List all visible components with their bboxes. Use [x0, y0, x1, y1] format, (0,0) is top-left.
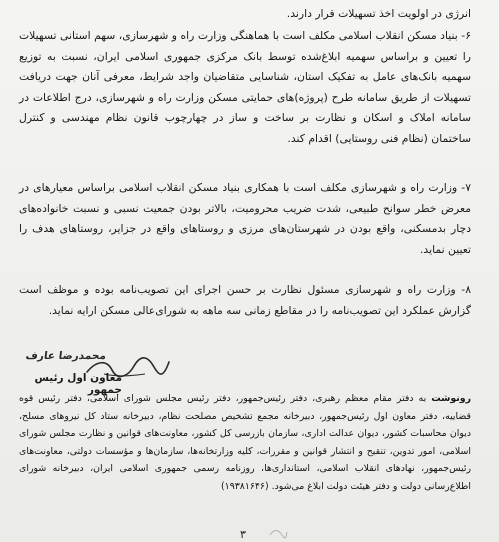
- clause-6: ۶- بنیاد مسکن انقلاب اسلامی مکلف است با هماهنگی وزارت راه و شهرسازی، سهم استانی تسهیلات را تعیین و براساس سهمیه ابلاغ‌شده توسط بانک مرکزی جمهوری اسلامی ایران، نسبت به توزیع سهمیه بانک‌های عامل به تفکیک استان، شناسایی متقاضیان واجد شرایط، معرفی آنان جهت دریافت تسهیلات از طریق سامانه طرح (پروژه)های حمایتی مسکن وزارت راه و شهرسازی، درج اطلاعات در سامانه املاک و اسکان و نظارت بر ساخت و ساز در چهارچوب قانون نظام مهندسی و کنترل ساختمان (نظام فنی روستایی) اقدام کند.: [19, 29, 471, 145]
- page-number: ۳: [240, 528, 246, 541]
- intro-line: انرژی در اولویت اخذ تسهیلات قرار دارند.: [286, 7, 471, 20]
- stamp-mark: [268, 525, 288, 539]
- distribution-copy: [19, 390, 471, 496]
- clause-8: ۸- وزارت راه و شهرسازی مسئول نظارت بر حسن اجرای این تصویب‌نامه بوده و موظف است گزارش عملکرد این تصویب‌نامه را در مقاطع زمانی سه ماهه به شورای‌عالی مسکن ارایه نماید.: [19, 283, 471, 317]
- clause-7: ۷- وزارت راه و شهرسازی مکلف است با همکاری بنیاد مسکن انقلاب اسلامی براساس معیارهای در معرض خطر سوانح طبیعی، شدت ضریب محرومیت، بالاتر بودن جمعیت نسبی و نسبت خانواده‌های دچار بدمسکنی، واقع بودن در شهرستان‌های مرزی و روستاهای واقع در جزایر، روستاهای هدف را تعیین نماید.: [19, 181, 471, 256]
- signatory-name: محمدرضا عارف: [24, 350, 107, 362]
- copy-label: رونوشت: [431, 393, 472, 404]
- signatory-title: معاون اول رئیس جمهور: [34, 372, 122, 396]
- copy-recipients: به دفتر مقام معظم رهبری، دفتر رئیس‌جمهور، دفتر رئیس مجلس شورای اسلامی، دفتر رئیس قوه قضاییه، دفتر معاون اول رئیس‌جمهور، دبیرخانه مجمع تشخیص مصلحت نظام، دبیرخانه ستاد کل نیروهای مسلح، دیوان محاسبات کشور، دیوان عدالت اداری، سازمان بازرسی کل کشور، معاونت‌های قوانین و نظارت مجلس شورای اسلامی، امور تدوین، تنقیح و انتشار قوانین و مقررات، کلیه وزارتخانه‌ها، سازمان‌ها و مؤسسات دولتی، معاونت‌های رئیس‌جمهور، نهادهای انقلاب اسلامی، استانداری‌ها، روزنامه رسمی جمهوری اسلامی ایران، دبیرخانه شورای اطلاع‌رسانی دولت و دفتر هیئت دولت ابلاغ می‌شود. (۱۹۳۸۱۶۴۶): [19, 393, 471, 492]
